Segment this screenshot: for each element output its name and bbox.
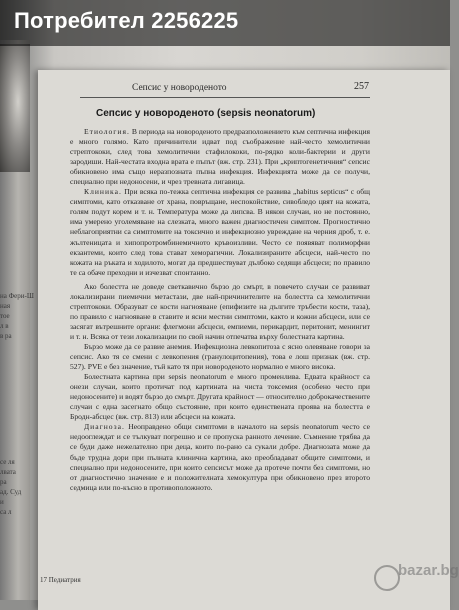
page-number: 257 — [354, 81, 369, 92]
section-title: Сепсис у новороденото (sepsis neonatorum) — [96, 108, 316, 119]
user-banner — [0, 0, 450, 46]
left-page-fragment: се ля — [0, 458, 15, 466]
watermark-logo-icon — [374, 565, 400, 591]
left-page-fragment: тое — [0, 312, 10, 320]
paragraph-diagnosis — [70, 422, 370, 492]
banner-text: Потребител 2256225 — [14, 8, 239, 33]
paragraph-lead: Етиология. — [84, 127, 130, 136]
body-text — [70, 127, 370, 493]
header-rule — [80, 97, 370, 98]
paragraph-clinic — [70, 187, 370, 277]
paragraph-lead: Диагноза. — [84, 422, 125, 432]
paragraph-text: Бързо може да се развие анемия. Инфекциозна левкопитоза с ясно олевяване говори за сепсис. Ако тя се смени с левкопения (гранулоцитопения), това е лош признак (вж. стр. 527). PVE е без значение, тъй като тя при новороденото нормално е много висока. — [70, 341, 370, 372]
paragraph-text: В периода на новороденото предразположението към септична инфекция е много голямо. Като причинители идват под съображение най-често хемолитични стрептококи, след това хемолитични стафилококи, по-рядко коли-бактерии и други зародиши. Най-честата входна врата е пъпът (вж. стр. 231). При „криптогенетичния“ сепсис обикновено има също неразпозната пъпна инфекция. Инфекцията може да се получи, специално при недоносени, и чрез тревната лигавица. — [70, 127, 370, 187]
paragraph-lead: Клиника. — [84, 187, 122, 197]
left-page-fragment: на Фери-Ш — [0, 292, 34, 300]
paragraph — [70, 282, 370, 342]
left-page-edge — [0, 40, 34, 600]
left-page-fragment: в ра — [0, 332, 12, 340]
left-page-figure — [0, 44, 30, 172]
paragraph-text: Болестната картина при sepsis neonatorum е много променлива. Едвата крайност са онези случаи, които протичат под картината на чиста токсемия (особено често при недоносените) и водят бързо до смърт. Другата крайност — относително доброкачествените случаи с една засегнато общо състояние, при които единствената проява на болестта е Бродн-абсцес (вж. стр. 813) или абсцеси на кожата. — [70, 372, 370, 422]
watermark-text: bazar.bg — [398, 562, 459, 579]
paragraph-text: Ако болестта не доведе светкавично бързо до смърт, в повечето случаи се развиват локализирани пиемични метастази, две най-причинителите на болестта са хемолитични стрептококи. Образуват се кости нагнояване (епифизите на дългите тръбести кости, таза), по правило с нагнояване в ставите и ясни местни симптоми, както и кожни абсцеси, или се засягат вътрешните органи: флегмони абсцеси, емпиеми, перикардит, перитонит, менингит и т. н. Всяка от тези локализации по свой начин отпечатва върху болестната картина. — [70, 281, 370, 341]
left-page-fragment: ра — [0, 478, 7, 486]
left-page-fragment: ная — [0, 302, 11, 310]
paragraph-text: При всяка по-тежка септична инфекция се развива „habitus septicus“ с общ симптоми, като отказване от храна, повръщане, неспокойствие, сивобледо цвят на кожата, голям подут корем и т. н. Температура може да липсва. В някои случаи, но не постоянно, има умерено уголемяване на слезката, много важен диагностичен симптом. Прогностично неблагоприятни са симптомите на токсично и инфекциозно увреждане на черния дроб, т. е. жълтеницата и хипопротромбинемичното кръвоизливи. Често се появяват полиморфни екзантеми, които след това стават хеморагични. Локализираните абсцеси, най-често по кожата на ръката и ходилото, могат да предшествуват дълбоко седящи абсцеси; по правило те са обаче преходни и изчезват спонтанно. — [70, 187, 370, 277]
left-page-fragment: л в — [0, 322, 9, 330]
running-head: Сепсис у новороденото — [132, 83, 227, 93]
page-footer: 17 Педиатрия — [40, 576, 81, 584]
paragraph — [70, 372, 370, 422]
left-page-fragment: са л — [0, 508, 12, 516]
left-page-fragment: лвата — [0, 468, 16, 476]
left-page-fragment: и — [0, 498, 4, 506]
paragraph-text: Неоправдено общи симптоми в началото на sepsis neonatorum често се недооглеждат и се тълкуват погрешно и се пропуска ранното лечение. Съмнение трябва да се буди даже нежелателно при деца, които по-рано са сукали добре. Диагнозата може да бъде трудна дори при пълната клинична картина, ако преобладават общите симптоми, и специално при недоносените, при които сепсисът може да протече почти без симптоми, но от диагностично значение е и положителната хемокултура при обикновено през второто седмица или по-късно в противоположното. — [70, 422, 370, 492]
paragraph — [70, 342, 370, 372]
paragraph-etiology — [70, 127, 370, 187]
left-page-fragment: ад. Суд — [0, 488, 22, 496]
